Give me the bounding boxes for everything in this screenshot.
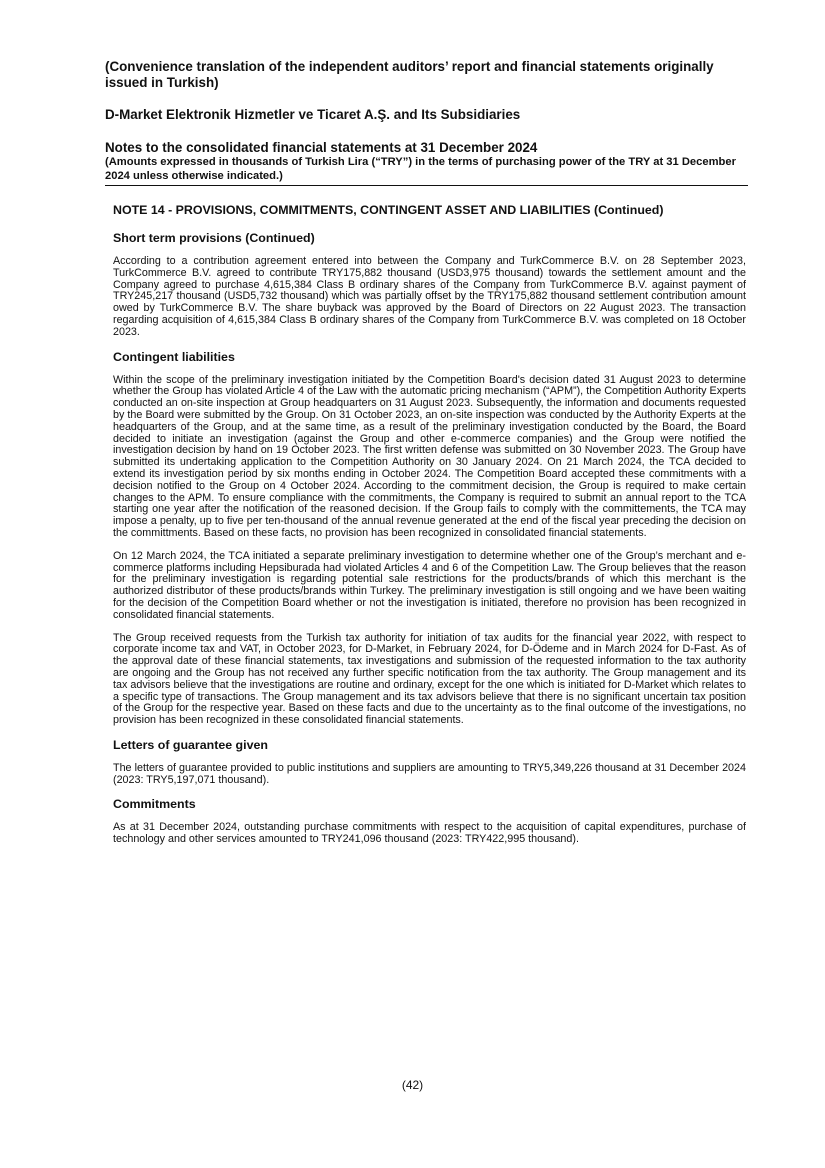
contingent-paragraph-2: On 12 March 2024, the TCA initiated a separate preliminary investigation to determine whether one of the Group’s merchant and e-commerce platforms including Hepsiburada had violated Articles 4 and 6 of the Competition Law. The Group believes that the reason for the preliminary investigation is regarding potential sale restrictions for the products/brands of which this merchant is the authorized distributor of these products/brands within Turkey. The preliminary investigation is still ongoing and we have been waiting for the decision of the Competition Board whether or not the investigation is initiated, therefore no provision has been recognized in consolidated financial statements. [113,549,746,621]
convenience-translation-header: (Convenience translation of the independent auditors’ report and financial statements originally issued in Turkish) [105,59,714,90]
short-term-provisions-heading: Short term provisions (Continued) [113,231,315,245]
page-number: (42) [401,1078,424,1092]
notes-title: Notes to the consolidated financial statements at 31 December 2024 [105,140,538,155]
contingent-liabilities-heading: Contingent liabilities [113,349,235,364]
contingent-paragraph-3: The Group received requests from the Turkish tax authority for initiation of tax audits for the financial year 2022, with respect to corporate income tax and VAT, in October 2023, for D-Market, in February 2024, for D-Ödeme and in March 2024 for D-Fast. As of the approval date of these financial statements, tax investigations and submission of the requested information to the tax authority are ongoing and the Group has not received any further specific notification from the tax authority. The Group management and its tax advisors believe that the investigations are routine and ordinary, except for the one which is initiated for D-Market which relates to a specific type of transactions. The Group management and its tax advisors believe that there is no significant uncertain tax position of the Group for the respective year. Based on these facts and due to the uncertainty as to the final outcome of the investigations, no provision has been recognized in these consolidated financial statements. [113,631,746,727]
amounts-note: (Amounts expressed in thousands of Turkish Lira (“TRY”) in the terms of purchasing power of the TRY at 31 December 2024 unless otherwise indicated.) [105,156,736,182]
short-term-provisions-paragraph: According to a contribution agreement entered into between the Company and TurkCommerce B.V. on 28 September 2023, TurkCommerce B.V. agreed to contribute TRY175,882 thousand (USD3,975 thousand) towards the settlement amount and the Company agreed to purchase 4,615,384 Class B ordinary shares of the Company from TurkCommerce B.V. against payment of TRY245,217 thousand (USD5,732 thousand) which was partially offset by the TRY175,882 thousand settlement contribution amount owed by TurkCommerce B.V. The share buyback was approved by the Board of Directors on 22 August 2023. The transaction regarding acquisition of 4,615,384 Class B ordinary shares of the Company from TurkCommerce B.V. was completed on 18 October 2023. [113,255,746,338]
contingent-paragraph-1: Within the scope of the preliminary investigation initiated by the Competition Board's decision dated 31 August 2023 to determine whether the Group has violated Article 4 of the Law with the automatic pricing mechanism (“APM”), the Competition Authority Experts conducted an on-site inspection at Group headquarters on 31 August 2023. Subsequently, the information and documents requested by the Board were submitted by the Group. On 31 October 2023, an on-site inspection was conducted by the Authority Experts at the headquarters of the Group, and at the same time, as a result of the preliminary investigation conducted by the Board, the Board decided to initiate an investigation (against the Group and other e-commerce companies) and the Group were notified the investigation decision by hand on 19 October 2023. The first written defense was submitted on 30 November 2023. The Group have submitted its undertaking application to the Competition Authority on 30 January 2024. On 21 March 2024, the TCA decided to extend its investigation period by six months ending in October 2024. The Competition Board accepted these commitments with a decision notified to the Group on 4 October 2024. According to the commitment decision, the Group is required to make certain changes to the APM. To ensure compliance with the commitments, the Company is required to submit an annual report to the TCA starting one year after the notification of the reasoned decision. If the Group fails to comply with the committements, the TCA may impose a penalty, up to five per ten-thousand of the annual revenue generated at the end of the fiscal year preceding the decision on the committments. Based on these facts, no provision has been recognized in consolidated financial statements. [113,373,746,539]
company-name: D-Market Elektronik Hizmetler ve Ticaret A.Ş. and Its Subsidiaries [105,107,521,122]
commitments-paragraph: As at 31 December 2024, outstanding purchase commitments with respect to the acquisition of capital expenditures, purchase of technology and other services amounted to TRY241,096 thousand (2023: TRY422,995 thousand). [113,821,746,846]
letters-of-guarantee-paragraph: The letters of guarantee provided to public institutions and suppliers are amounting to TRY5,349,226 thousand at 31 December 2024 (2023: TRY5,197,071 thousand). [113,761,746,786]
header-divider [105,185,748,186]
letters-of-guarantee-heading: Letters of guarantee given [113,737,268,752]
commitments-heading: Commitments [113,797,196,812]
note-content [113,203,746,857]
note-title: NOTE 14 - PROVISIONS, COMMITMENTS, CONTINGENT ASSET AND LIABILITIES (Continued) [113,203,664,217]
